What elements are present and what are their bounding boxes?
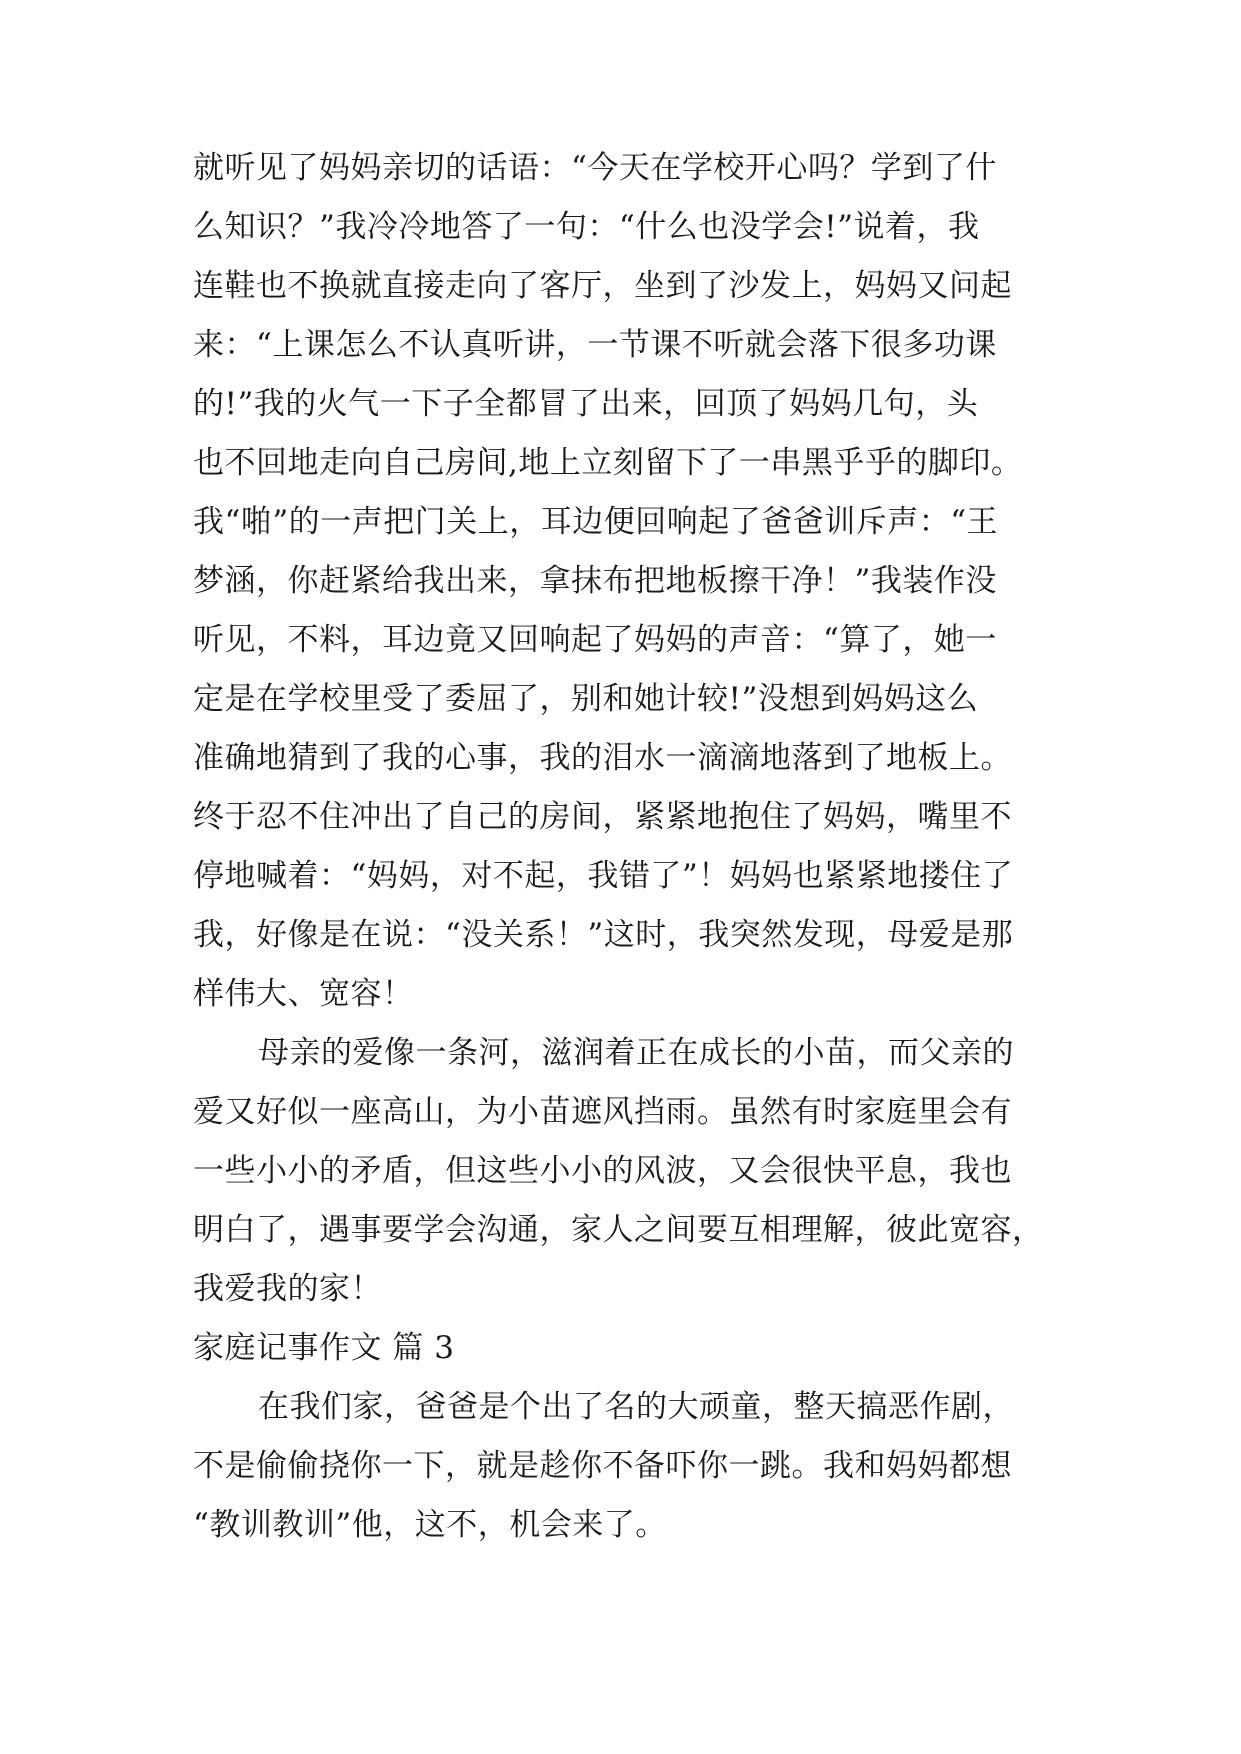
text-line: 我，好像是在说：“没关系！”这时，我突然发现，母爱是那	[193, 917, 1014, 953]
text-line: 停地喊着：“妈妈，对不起，我错了”！妈妈也紧紧地搂住了	[193, 858, 1014, 894]
text-line: 的!”我的火气一下子全都冒了出来，回顶了妈妈几句，头	[193, 386, 979, 422]
text-line: 梦涵，你赶紧给我出来，拿抹布把地板擦干净！”我装作没	[193, 563, 997, 599]
text-line: 么知识？”我冷冷地答了一句：“什么也没学会!”说着，我	[193, 209, 980, 245]
text-line: 就听见了妈妈亲切的话语：“今天在学校开心吗？学到了什	[193, 150, 997, 186]
text-line: “教训教训”他，这不，机会来了。	[193, 1507, 667, 1543]
text-line: 听见，不料，耳边竟又回响起了妈妈的声音：“算了，她一	[193, 622, 997, 658]
text-line: 样伟大、宽容！	[193, 976, 414, 1012]
paragraph-start: 母亲的爱像一条河，滋润着正在成长的小苗，而父亲的	[258, 1035, 1014, 1071]
text-line: 准确地猜到了我的心事，我的泪水一滴滴地落到了地板上。	[193, 740, 1012, 776]
section-heading: 家庭记事作文 篇 3	[193, 1330, 455, 1366]
text-line: 不是偷偷挠你一下，就是趁你不备吓你一跳。我和妈妈都想	[193, 1448, 1012, 1484]
text-line: 定是在学校里受了委屈了，别和她计较!”没想到妈妈这么	[193, 681, 979, 717]
text-line: 爱又好似一座高山，为小苗遮风挡雨。虽然有时家庭里会有	[193, 1094, 1012, 1130]
text-line: 我“啪”的一声把门关上，耳边便回响起了爸爸训斥声：“王	[193, 504, 999, 540]
text-line: 也不回地走向自己房间,地上立刻留下了一串黑乎乎的脚印。	[193, 445, 1023, 481]
paragraph-start: 在我们家，爸爸是个出了名的大顽童，整天搞恶作剧，	[258, 1389, 1014, 1425]
text-line: 一些小小的矛盾，但这些小小的风波，又会很快平息，我也	[193, 1153, 1012, 1189]
text-line: 来：“上课怎么不认真听讲，一节课不听就会落下很多功课	[193, 327, 997, 363]
text-line: 明白了，遇事要学会沟通，家人之间要互相理解，彼此宽容，	[193, 1212, 1044, 1248]
text-line: 终于忍不住冲出了自己的房间，紧紧地抱住了妈妈，嘴里不	[193, 799, 1012, 835]
text-line: 连鞋也不换就直接走向了客厅，坐到了沙发上，妈妈又问起	[193, 268, 1012, 304]
text-line: 我爱我的家！	[193, 1271, 382, 1307]
